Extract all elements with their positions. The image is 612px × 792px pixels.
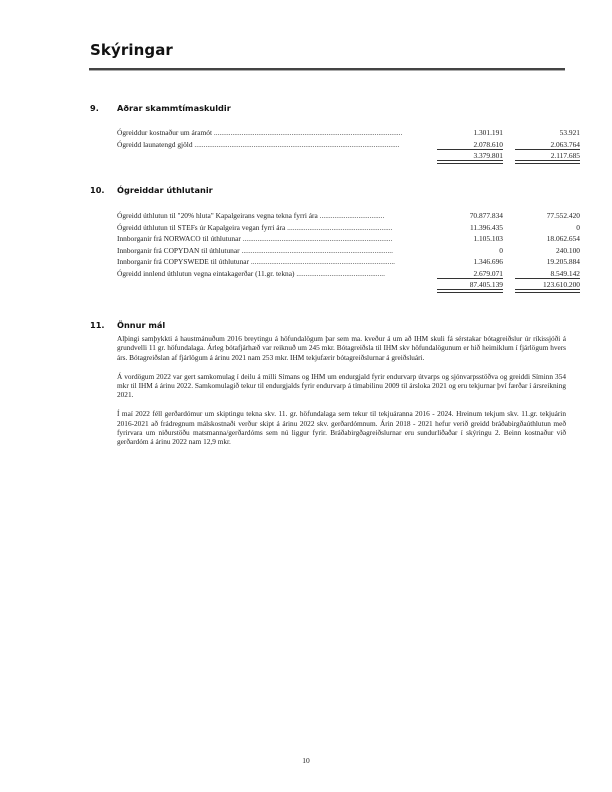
value-2022: 11.396.435: [470, 222, 503, 232]
section-number: 10.: [90, 185, 105, 195]
table-row: [117, 245, 580, 258]
paragraph: Á vordögum 2022 var gert samkomulag í deilu á milli Símans og IHM um endurgjald fyrir endurvarp útvarps og sjónvarpsstöðva og greiddi Síminn 354 mkr til IHM á árinu 2022. Samkomulagið tekur til endurgjalds fyrir endurvarp á tímabilinu 2009 til ársloka 2021 og eru tekjurnar því færðar í ársreikning 2021.: [117, 371, 566, 400]
section-11: [90, 320, 566, 447]
paragraph: Alþingi samþykkti á haustmánuðum 2016 breytingu á höfundalögum þar sem ma. kveður á um að IHM skuli fá sérstakar bótagreiðslur úr ríkissjóði á grundvelli 11 gr. höfundalaga. Árleg bótafjárhæð var reiknuð um 245 mkr. Bótagreiðsla til IHM skv höfundalögunum er hið heimiklum í fjárlögum hvers árs. Bótagreiðslan af fjárlögum á árinu 2021 nam 253 mkr. IHM tekjufærir bótagreiðslurnar á greiðsluári.: [117, 334, 566, 362]
value-2022: 2.679.071: [437, 269, 503, 279]
total-2021: 2.117.685: [515, 151, 580, 161]
section-heading: [90, 185, 566, 197]
section-heading: [90, 103, 566, 115]
table-row: [117, 139, 580, 152]
value-2021: 8.549.142: [515, 269, 580, 279]
value-2021: 19.205.884: [546, 257, 580, 266]
value-2022: 70.877.834: [469, 211, 503, 220]
value-2021: 0: [576, 222, 580, 232]
table-row: [117, 128, 580, 140]
row-label: Ógreidd úthlutun til STEFs úr Kapalgeira vegan fyrri ára .........................................................: [117, 222, 393, 232]
section-10: [90, 185, 580, 289]
other-matters-text: [117, 334, 566, 456]
paragraph: Í maí 2022 féll gerðardómur um skiptingu tekna skv. 11. gr. höfundalaga sem tekur til tekjuáranna 2016 - 2024. Hreinum tekjum skv. 11.gr. tekjuárin 2016-2021 að frádregnum málskostnaði verður skipt á árinu 2022 skv. gerðardómnum. Árin 2018 - 2021 hefur verið greidd bráðabirgðaúthlutun með fyrirvara um niðurstöðu matsmanna/gerðardóms sem nú liggur fyrir. Bráðabirgðagreiðslurnar eru sundurliðaðar í skýringu 2. Beinn kostnaður við gerðardóm á árinu 2022 nam 12,9 mkr.: [117, 409, 566, 447]
value-2021: 2.063.764: [515, 140, 580, 150]
table-row: [117, 268, 580, 281]
section-number: 9.: [90, 103, 99, 113]
total-2022: 87.405.139: [437, 280, 503, 290]
total-2021: 123.610.200: [515, 280, 580, 290]
table-row: [117, 211, 580, 223]
row-label: Innborganir frá COPYDAN til úthlutunar ..................................................................................: [117, 245, 393, 255]
table-row: [117, 234, 580, 246]
value-2021: 240.100: [555, 245, 580, 255]
row-label: Ógreidd innlend úthlutun vegna eintakagerðar (11.gr. tekna) ................................................: [117, 268, 386, 278]
section-title: Ógreiddar úthlutanir: [117, 185, 213, 195]
value-2022: 2.078.610: [437, 140, 503, 150]
row-label: Ógreidd úthlutun til "20% hluta" Kapalgeirans vegna tekna fyrri ára ...................................: [117, 211, 385, 220]
section-number: 11.: [90, 320, 105, 330]
table-row: [117, 222, 580, 235]
value-2022: 0: [499, 245, 503, 255]
value-2022: 1.346.696: [473, 257, 503, 266]
page-header-title: Skýringar: [90, 41, 173, 59]
section-title: Aðrar skammtímaskuldir: [117, 103, 231, 113]
value-2022: 1.105.103: [473, 234, 503, 243]
total-row: [117, 280, 580, 292]
row-label: Innborganir frá NORWACO til úthlutunar .................................................................................: [117, 234, 393, 243]
row-label: Ógreidd launatengd gjöld ...............................................................................................................: [117, 139, 400, 149]
total-2022: 3.379.801: [437, 151, 503, 161]
row-label: Ógreiddur kostnaður um áramót ......................................................................................................: [117, 128, 403, 137]
section-9: [90, 103, 580, 160]
section-title: Önnur mál: [117, 320, 166, 330]
short-term-liabilities-table: [117, 128, 580, 163]
section-heading: [90, 320, 566, 332]
header-rule: [89, 68, 565, 71]
unpaid-allocations-table: [117, 211, 580, 292]
total-row: [117, 151, 580, 163]
value-2021: 77.552.420: [546, 211, 580, 220]
row-label: Innborganir frá COPYSWEDE til úthlutunar ..............................................................................: [117, 257, 396, 266]
page-number: 10: [302, 756, 310, 765]
value-2021: 53.921: [559, 128, 580, 137]
value-2022: 1.301.191: [473, 128, 503, 137]
table-row: [117, 257, 580, 269]
value-2021: 18.062.654: [546, 234, 580, 243]
